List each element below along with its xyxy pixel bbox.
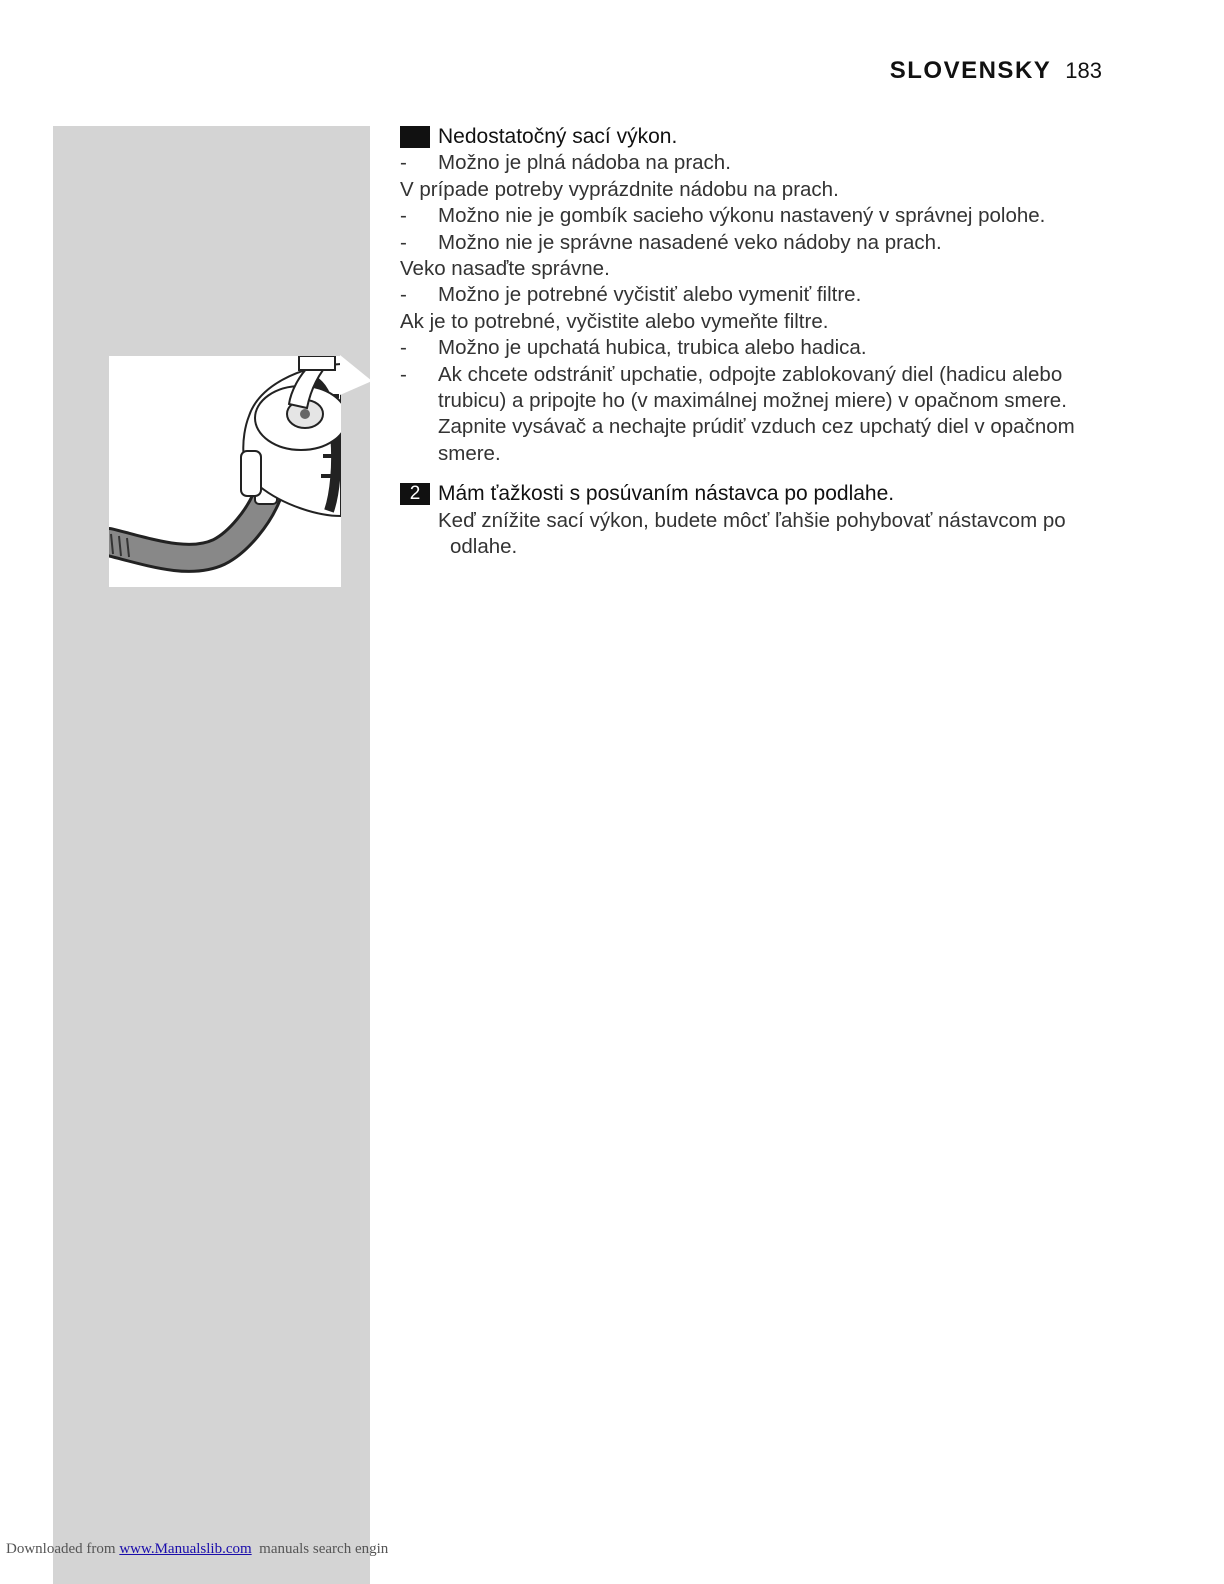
step-title: Mám ťažkosti s posúvaním nástavca po podlahe. — [438, 482, 895, 506]
list-item: - Možno je potrebné vyčistiť alebo vymeniť filtre. — [400, 283, 862, 307]
step-1-body — [400, 150, 1120, 467]
instruction-text: Keď znížite sací výkon, budete môcť ľahšie pohybovať nástavcom po — [438, 508, 1066, 532]
download-footer — [6, 1541, 388, 1558]
step-heading-1 — [400, 124, 1120, 150]
step-title: Nedostatočný sací výkon. — [438, 125, 678, 148]
list-item-continuation: Zapnite vysávač a nechajte prúdiť vzduch cez upchatý diel v opačnom — [438, 415, 1075, 439]
list-item: - Ak chcete odstrániť upchatie, odpojte zablokovaný diel (hadicu alebo — [400, 362, 1063, 386]
list-item: - Možno nie je správne nasadené veko nádoby na prach. — [400, 230, 942, 254]
list-item: - Možno je upchatá hubica, trubica alebo hadica. — [400, 336, 867, 360]
manualslib-link[interactable]: www.Manualslib.com — [119, 1541, 252, 1557]
instruction-text: V prípade potreby vyprázdnite nádobu na prach. — [400, 177, 839, 201]
step-badge — [400, 126, 430, 148]
step-2-body — [400, 508, 1120, 561]
step-badge: 2 — [400, 483, 430, 505]
list-item-continuation: trubicu) a pripojte ho (v maximálnej možnej miere) v opačnom smere. — [438, 389, 1067, 413]
instruction-text: Ak je to potrebné, vyčistite alebo vymeňte filtre. — [400, 309, 829, 333]
instruction-text: odlahe. — [450, 535, 518, 559]
vacuum-hose-icon — [109, 356, 341, 587]
vacuum-hose-illustration — [109, 356, 341, 587]
troubleshooting-content — [400, 124, 1120, 561]
page-header — [890, 54, 1102, 88]
page-number: 183 — [1065, 58, 1102, 83]
callout-pointer — [340, 355, 372, 395]
language-label: SLOVENSKY — [889, 57, 1052, 84]
footer-suffix: manuals search engin — [251, 1541, 389, 1557]
list-item: - Možno je plná nádoba na prach. — [400, 151, 731, 175]
list-item: - Možno nie je gombík sacieho výkonu nastavený v správnej polohe. — [400, 204, 1046, 228]
list-item-continuation: smere. — [438, 441, 501, 465]
instruction-text: Veko nasaďte správne. — [400, 257, 610, 281]
footer-prefix: Downloaded from — [6, 1541, 120, 1557]
sidebar-panel — [53, 126, 370, 1584]
step-heading-2 — [400, 481, 1120, 507]
